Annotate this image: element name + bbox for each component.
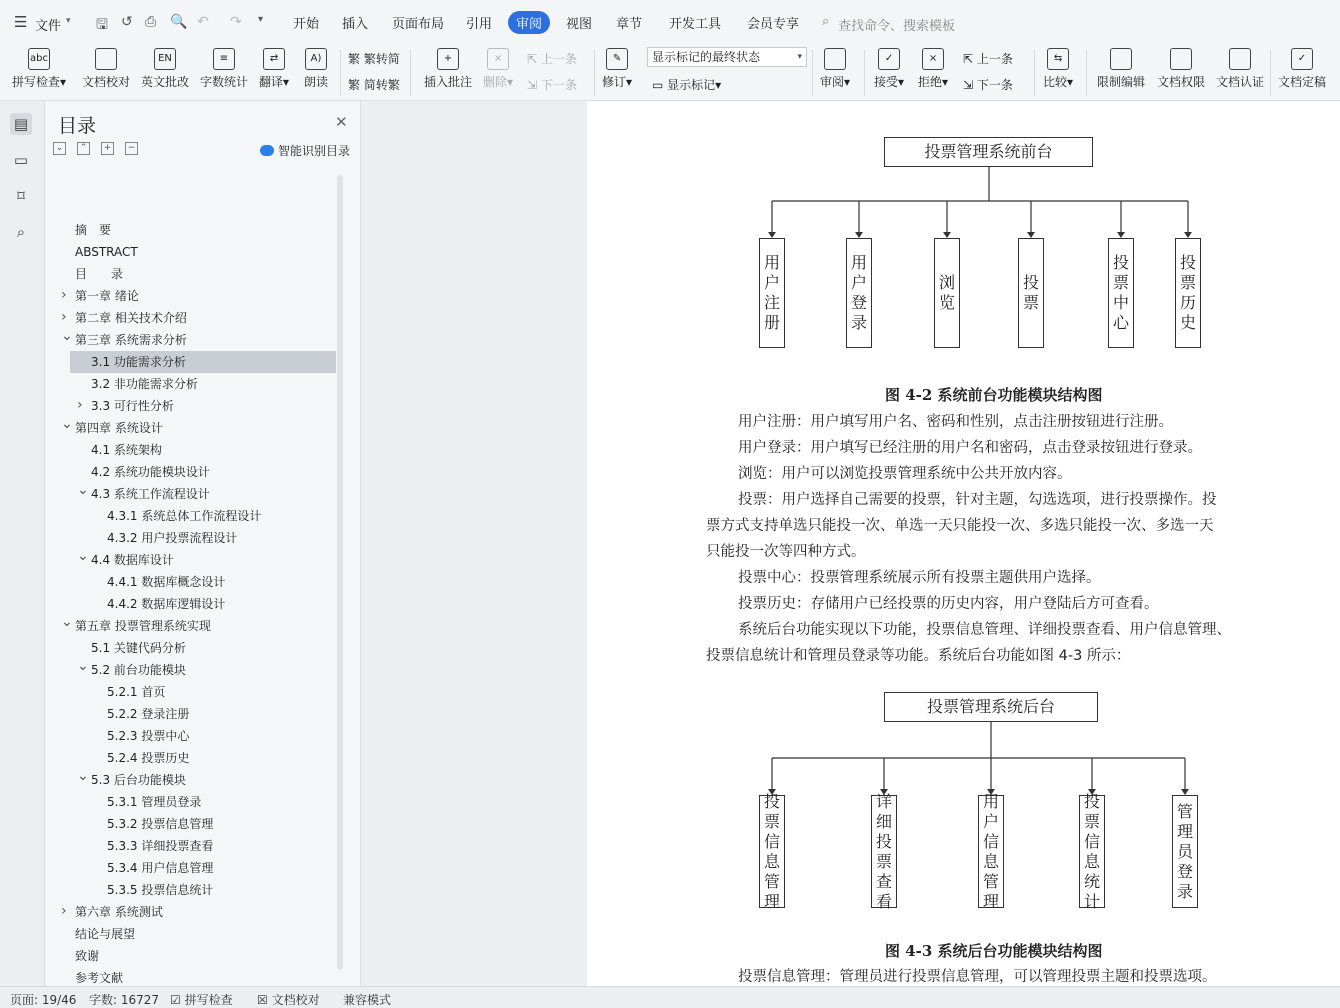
toc-item-label: 4.3.1 系统总体工作流程设计 (107, 509, 262, 523)
diagram-node-label: 管理员登录 (1177, 801, 1194, 901)
toc-item-label: 5.3 后台功能模块 (91, 773, 186, 787)
hamburger-icon[interactable]: ☰ (14, 13, 28, 31)
toc-item-label: 5.3.1 管理员登录 (107, 795, 202, 809)
redo-icon[interactable]: ↷ (230, 14, 242, 30)
toc-item-label: 第二章 相关技术介绍 (75, 311, 187, 325)
toc-item-label: 4.3 系统工作流程设计 (91, 487, 210, 501)
paragraph-vote-info-mgmt: 投票信息管理：管理员进行投票信息管理，可以管理投票主题和投票选项。 (738, 969, 1217, 985)
prev-change-button[interactable]: ⇱ 上一条 (963, 52, 1013, 66)
toc-scrollbar[interactable] (337, 175, 343, 970)
reject-button[interactable]: × 拒绝▾ (918, 48, 948, 90)
chevron-down-icon[interactable]: ⌄ (61, 614, 73, 630)
insert-comment-button[interactable]: + 插入批注 (424, 48, 472, 90)
lock-icon (1110, 48, 1132, 70)
diagram-node (1175, 238, 1201, 348)
toc-item[interactable] (45, 945, 337, 967)
diagram-node (1018, 238, 1044, 348)
toc-item-label: 4.4.2 数据库逻辑设计 (107, 597, 226, 611)
tab-view[interactable]: 视图 (566, 17, 593, 32)
tab-page-layout[interactable]: 页面布局 (392, 17, 445, 32)
search-icon[interactable]: ⌕ (16, 223, 26, 241)
chevron-down-icon[interactable]: ⌄ (77, 548, 89, 564)
figure-caption-4-2: 图 4-2 系统前台功能模块结构图 (885, 386, 1103, 404)
toc-item-label: 4.4.1 数据库概念设计 (107, 575, 226, 589)
markup-state-select[interactable]: 显示标记的最终状态 ▾ (647, 47, 807, 67)
spell-check-button[interactable]: abc 拼写检查▾ (12, 48, 66, 90)
next-comment-button[interactable]: ⇲ 下一条 (527, 78, 577, 92)
english-review-icon: EN (154, 48, 176, 70)
toc-item-label: 5.1 关键代码分析 (91, 641, 186, 655)
word-count-button[interactable]: ≡ 字数统计 (200, 48, 248, 90)
toc-item[interactable] (45, 395, 337, 417)
toc-item[interactable] (45, 747, 337, 769)
toc-item-label: 第一章 绪论 (75, 289, 139, 303)
chevron-down-icon[interactable]: ⌄ (77, 768, 89, 784)
diagram-node (934, 238, 960, 348)
toc-item[interactable] (45, 857, 337, 879)
toc-item[interactable] (45, 835, 337, 857)
toc-item[interactable] (45, 637, 337, 659)
figure-caption-4-3: 图 4-3 系统后台功能模块结构图 (885, 942, 1103, 960)
collapse-all-icon[interactable]: ⌃ (77, 142, 90, 155)
toc-item-label: 5.3.3 详细投票查看 (107, 839, 214, 853)
diagram-node-label: 投票信息统计 (1084, 791, 1101, 911)
tab-member[interactable]: 会员专享 (747, 17, 800, 32)
toc-item[interactable] (45, 769, 337, 791)
undo-icon[interactable]: ↶ (197, 14, 209, 30)
toc-item-label: 摘 要 (75, 223, 112, 237)
close-icon[interactable]: ✕ (335, 113, 348, 131)
accept-icon: ✓ (878, 48, 900, 70)
chapter-nav-icon[interactable]: ▭ (13, 151, 29, 169)
toc-item[interactable] (45, 373, 337, 395)
chevron-down-icon[interactable]: ⌄ (61, 328, 73, 344)
tab-review[interactable]: 审阅 (508, 11, 550, 34)
diagram-node (759, 238, 785, 348)
toc-item[interactable] (45, 703, 337, 725)
diagram-node-label: 用户登录 (851, 253, 868, 332)
status-bar (0, 986, 1340, 1008)
diagram-node (1108, 238, 1134, 348)
toc-item[interactable] (45, 879, 337, 901)
chevron-down-icon[interactable]: ⌄ (61, 416, 73, 432)
toc-panel-icon[interactable]: ▤ (10, 113, 32, 135)
remove-heading-icon[interactable]: − (125, 142, 138, 155)
prev-comment-button[interactable]: ⇱ 上一条 (527, 52, 577, 66)
toc-item-label: 4.1 系统架构 (91, 443, 162, 457)
toc-item-label: 4.2 系统功能模块设计 (91, 465, 210, 479)
bookmark-icon[interactable]: ⌑ (17, 187, 25, 205)
spell-check-status[interactable]: ☑ 拼写检查 (170, 993, 233, 1007)
diagram-node (1172, 795, 1198, 908)
toc-item[interactable] (45, 593, 337, 615)
toc-item[interactable] (45, 219, 337, 241)
chevron-down-icon[interactable]: ⌄ (77, 658, 89, 674)
toc-item[interactable] (45, 307, 337, 329)
diagram-node (1079, 791, 1105, 911)
toc-item-label: 第五章 投票管理系统实现 (75, 619, 211, 633)
diagram-node-label: 投票中心 (1113, 253, 1130, 332)
paragraph-line: 只能投一次等四种方式。 (706, 544, 866, 560)
next-change-button[interactable]: ⇲ 下一条 (963, 78, 1013, 92)
search-icon: ⌕ (822, 14, 830, 29)
permission-icon (1170, 48, 1192, 70)
word-count-indicator[interactable]: 字数: 16727 (89, 993, 160, 1007)
proof-icon: ☒ (257, 993, 268, 1007)
menu-bar (0, 0, 1340, 44)
toc-item-label: 参考文献 (75, 971, 124, 985)
toc-item[interactable] (45, 439, 337, 461)
paragraph-line: 用户注册：用户填写用户名、密码和性别，点击注册按钮进行注册。 (738, 414, 1173, 430)
doc-finalize-button[interactable]: ✓ 文档定稿 (1278, 48, 1326, 90)
restrict-edit-button[interactable]: 限制编辑 (1097, 48, 1145, 90)
diagram-root-front: 投票管理系统前台 (884, 137, 1093, 167)
document-proof-icon (95, 48, 117, 70)
customize-icon[interactable]: ▾ (258, 14, 264, 25)
insert-comment-icon: + (437, 48, 459, 70)
add-heading-icon[interactable]: + (101, 142, 114, 155)
toc-item[interactable] (45, 659, 337, 681)
finalize-icon: ✓ (1291, 48, 1313, 70)
toc-item[interactable] (70, 351, 336, 373)
toc-item[interactable] (45, 813, 337, 835)
chevron-down-icon: ▾ (66, 16, 71, 26)
toc-item[interactable] (45, 263, 337, 285)
diagram-node (759, 791, 785, 911)
english-review-button[interactable]: EN 英文批改 (141, 48, 189, 90)
translate-icon: ⇄ (263, 48, 285, 70)
trad-to-simp-button[interactable]: 繁 繁转简 (348, 52, 400, 66)
certify-shield-icon (1229, 48, 1251, 70)
doc-certify-button[interactable]: 文档认证 (1216, 48, 1264, 90)
delete-comment-button[interactable]: × 删除▾ (483, 48, 513, 90)
tab-chapter[interactable]: 章节 (616, 17, 643, 32)
toc-item-label: 第四章 系统设计 (75, 421, 163, 435)
diagram-node-label: 浏览 (939, 273, 956, 312)
doc-permission-button[interactable]: 文档权限 (1157, 48, 1205, 90)
chevron-right-icon[interactable]: › (61, 309, 67, 325)
checkbox-icon: ☑ (170, 993, 181, 1007)
toc-item[interactable] (45, 329, 337, 351)
toc-item-label: 结论与展望 (75, 927, 136, 941)
toc-item-label: 第三章 系统需求分析 (75, 333, 187, 347)
tab-references[interactable]: 引用 (466, 17, 493, 32)
toc-item[interactable] (45, 461, 337, 483)
diagram-node (871, 791, 897, 911)
file-menu[interactable]: 文件 (35, 19, 62, 34)
side-toolbar (0, 101, 45, 986)
ai-icon (260, 145, 274, 156)
toc-item-label: 5.2.1 首页 (107, 685, 166, 699)
doc-proof-button[interactable]: 文档校对 (82, 48, 130, 90)
paragraph-line: 用户登录：用户填写已经注册的用户名和密码，点击登录按钮进行登录。 (738, 440, 1202, 456)
review-pane-icon (824, 48, 846, 70)
toc-item-label: 5.2.4 投票历史 (107, 751, 190, 765)
toc-item[interactable] (45, 527, 337, 549)
diagram-node-label: 详细投票查看 (876, 791, 893, 911)
toc-item[interactable] (45, 417, 337, 439)
review-pane-button[interactable]: 审阅▾ (820, 48, 850, 90)
toc-item[interactable] (45, 241, 337, 263)
toc-title: 目录 (58, 115, 97, 137)
page-indicator[interactable]: 页面: 19/46 (10, 993, 77, 1007)
chevron-right-icon[interactable]: › (61, 903, 67, 919)
toc-item-label: 4.3.2 用户投票流程设计 (107, 531, 238, 545)
toc-item-label: 目 录 (75, 267, 124, 281)
paragraph-line: 浏览：用户可以浏览投票管理系统中公共开放内容。 (738, 466, 1072, 482)
paragraph-line: 票方式支持单选只能投一次、单选一天只能投一次、多选只能投一次、多选一天 (706, 518, 1214, 534)
diagram-node-label: 投票信息管理 (764, 791, 781, 911)
toc-item-label: 5.3.4 用户信息管理 (107, 861, 214, 875)
toc-item[interactable] (45, 615, 337, 637)
toc-item-label: 3.1 功能需求分析 (91, 355, 186, 369)
toc-item[interactable] (45, 571, 337, 593)
toc-item[interactable] (45, 901, 337, 923)
delete-comment-icon: × (487, 48, 509, 70)
reject-icon: × (922, 48, 944, 70)
compat-mode-status: 兼容模式 (343, 993, 392, 1007)
toc-item[interactable] (45, 923, 337, 945)
document-page (587, 101, 1340, 986)
toc-item[interactable] (45, 725, 337, 747)
toc-item-label: 3.3 可行性分析 (91, 399, 174, 413)
chevron-down-icon[interactable]: ⌄ (77, 482, 89, 498)
paragraph-line: 投票：用户选择自己需要的投票，针对主题，勾选选项，进行投票操作。投 (738, 492, 1217, 508)
chevron-right-icon[interactable]: › (61, 287, 67, 303)
read-aloud-button[interactable]: A) 朗读 (304, 48, 328, 90)
toc-item-label: 5.2.2 登录注册 (107, 707, 190, 721)
compare-icon: ⇆ (1047, 48, 1069, 70)
paragraph-line: 系统后台功能实现以下功能，投票信息管理、详细投票查看、用户信息管理、 (738, 622, 1231, 638)
paragraph-line: 投票历史：存储用户已经投票的历史内容，用户登陆后方可查看。 (738, 596, 1159, 612)
toc-item[interactable] (45, 791, 337, 813)
word-count-icon: ≡ (213, 48, 235, 70)
spell-check-icon: abc (28, 48, 50, 70)
undo-history-icon[interactable]: ↺ (121, 14, 133, 30)
paragraph-line: 投票中心：投票管理系统展示所有投票主题供用户选择。 (738, 570, 1101, 586)
smart-toc-button[interactable]: 智能识别目录 (260, 142, 350, 159)
tab-home[interactable]: 开始 (293, 17, 320, 32)
diagram-node (978, 791, 1004, 911)
toc-item-label: 5.3.2 投票信息管理 (107, 817, 214, 831)
toc-item-label: 第六章 系统测试 (75, 905, 163, 919)
diagram-node (846, 238, 872, 348)
toc-item-label: 5.2.3 投票中心 (107, 729, 190, 743)
toc-item[interactable] (45, 483, 337, 505)
toc-item-label: 5.3.5 投票信息统计 (107, 883, 214, 897)
diagram-root-back: 投票管理系统后台 (884, 692, 1098, 722)
track-changes-button[interactable]: ✎ 修订▾ (602, 48, 632, 90)
toc-pane (45, 101, 361, 986)
toc-item-label: ABSTRACT (75, 245, 138, 259)
print-icon[interactable]: ⎙ (145, 14, 157, 30)
simp-to-trad-button[interactable]: 繁 简转繁 (348, 78, 400, 92)
chevron-right-icon[interactable]: › (77, 397, 83, 413)
toc-item[interactable] (45, 505, 337, 527)
review-ribbon (0, 44, 1340, 101)
print-preview-icon[interactable]: 🔍 (170, 14, 188, 30)
toc-item[interactable] (45, 285, 337, 307)
diagram-node-label: 用户信息管理 (983, 791, 1000, 911)
track-changes-icon: ✎ (606, 48, 628, 70)
show-markup-button[interactable]: ▭ 显示标记▾ (652, 78, 722, 92)
diagram-node-label: 投票 (1023, 273, 1040, 312)
diagram-node-label: 投票历史 (1180, 253, 1197, 332)
toc-item-label: 3.2 非功能需求分析 (91, 377, 198, 391)
toc-item[interactable] (45, 681, 337, 703)
translate-button[interactable]: ⇄ 翻译▾ (259, 48, 289, 90)
toc-item[interactable] (45, 549, 337, 571)
paragraph-line: 投票信息统计和管理员登录等功能。系统后台功能如图 4-3 所示： (706, 648, 1131, 664)
toc-item-label: 致谢 (75, 949, 100, 963)
read-aloud-icon: A) (305, 48, 327, 70)
toc-item-label: 5.2 前台功能模块 (91, 663, 186, 677)
doc-proof-status[interactable]: ☒ 文档校对 (257, 993, 320, 1007)
tab-insert[interactable]: 插入 (342, 17, 369, 32)
toc-item-label: 4.4 数据库设计 (91, 553, 174, 567)
save-icon[interactable]: 🖫 (96, 17, 108, 33)
diagram-node-label: 用户注册 (764, 253, 781, 332)
tab-developer[interactable]: 开发工具 (669, 17, 722, 32)
command-search-input[interactable]: 查找命令、搜索模板 (838, 19, 956, 34)
accept-button[interactable]: ✓ 接受▾ (874, 48, 904, 90)
expand-all-icon[interactable]: ⌄ (53, 142, 66, 155)
compare-button[interactable]: ⇆ 比较▾ (1043, 48, 1073, 90)
